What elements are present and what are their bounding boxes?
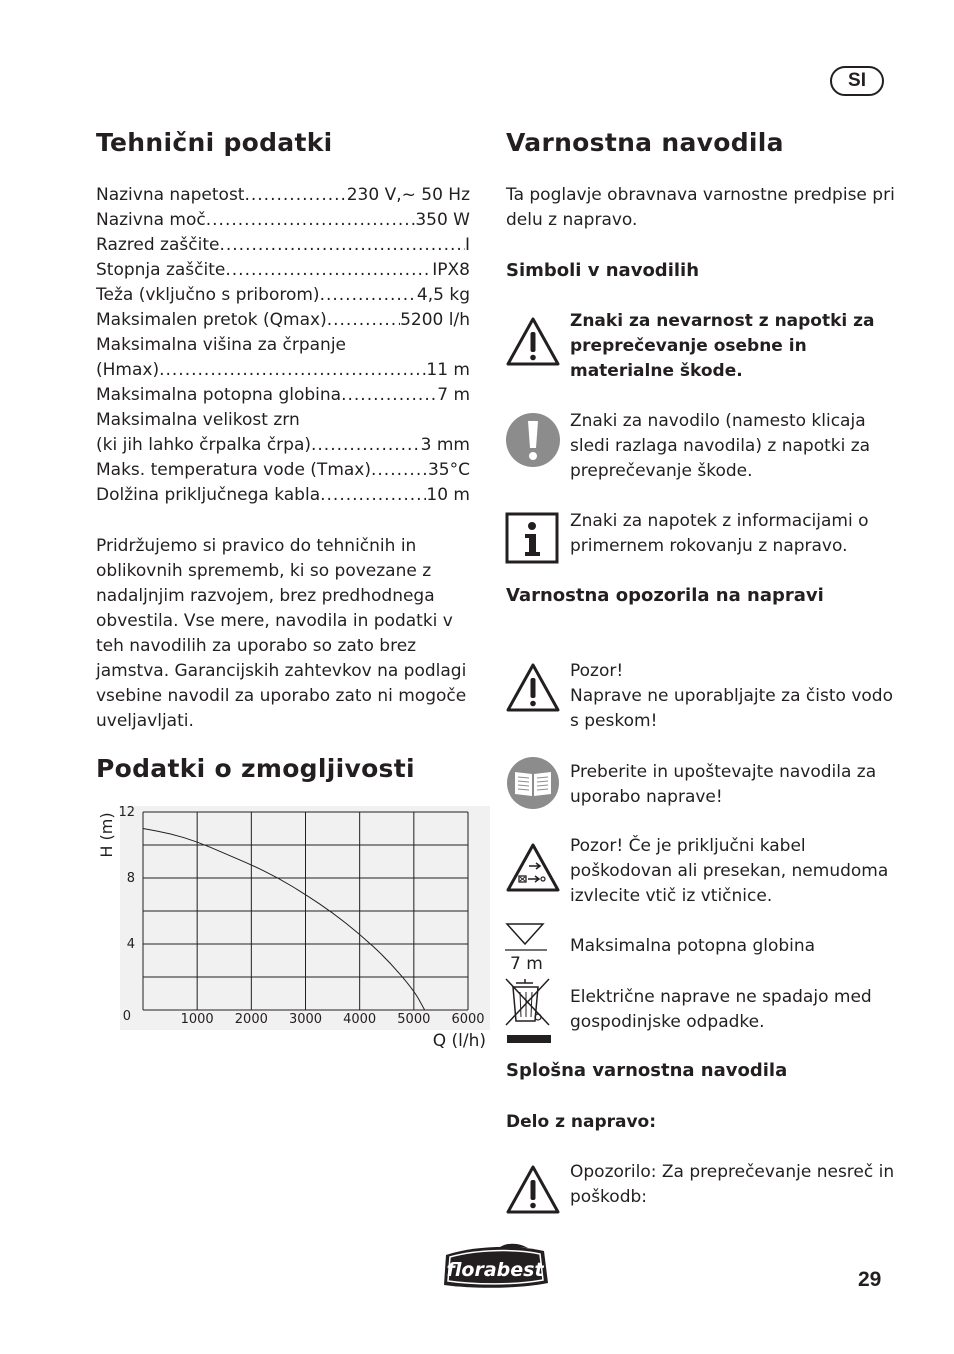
spec-row (96, 208, 470, 233)
tech-data-title: Tehnični podatki (96, 128, 333, 157)
spec-row (96, 308, 470, 333)
max-depth-icon (505, 920, 561, 972)
performance-title: Podatki o zmogljivosti (96, 754, 415, 783)
spec-leader-dots (327, 308, 400, 333)
weee-text: Električne naprave ne spadajo med gospodinjske odpadke. (570, 987, 872, 1032)
symbol-instruction-text: Znaki za navodilo (namesto klicaja sledi razlaga navodila) z napotki za preprečevanje škode. (570, 411, 871, 481)
spec-list (96, 183, 470, 508)
x-tick-label: 6000 (451, 1012, 485, 1027)
y-tick-label: 4 (126, 937, 135, 952)
spec-label: Stopnja zaščite (96, 260, 226, 280)
spec-value: IPX8 (432, 260, 470, 280)
read-manual-icon (505, 756, 561, 810)
spec-leader-dots (159, 358, 426, 383)
spec-row (96, 283, 470, 308)
symbol-info-text: Znaki za napotek z informacijami o primernem rokovanju z napravo. (570, 511, 869, 556)
safety-title: Varnostna navodila (506, 128, 784, 157)
spec-leader-dots (320, 283, 417, 308)
spec-row (96, 333, 470, 358)
work-subtitle: Delo z napravo: (506, 1112, 657, 1132)
spec-label: Maksimalna potopna globina (96, 385, 342, 405)
cable-damage-warning-icon (505, 842, 561, 894)
page-number: 29 (858, 1268, 882, 1291)
general-safety-subtitle: Splošna varnostna navodila (506, 1060, 788, 1081)
spec-row (96, 433, 470, 458)
chart-xlabel: Q (l/h) (432, 1031, 486, 1051)
max-depth-label: 7 m (510, 954, 543, 972)
spec-value: 230 V,~ 50 Hz (346, 185, 470, 205)
y-tick-label: 12 (118, 805, 135, 820)
warning-triangle-icon (505, 316, 561, 368)
spec-value: I (464, 235, 470, 255)
accident-warning-text: Opozorilo: Za preprečevanje nesreč in poškodb: (570, 1162, 895, 1207)
x-tick-label: 4000 (343, 1012, 377, 1027)
y-tick-label: 8 (126, 871, 135, 886)
spec-leader-dots (225, 258, 432, 283)
symbol-danger-text: Znaki za nevarnost z napotki za preprečevanje osebne in materialne škode. (570, 311, 875, 381)
spec-value: 3 mm (420, 435, 470, 455)
spec-label: Dolžina priključnega kabla (96, 485, 321, 505)
cable-damage-text: Pozor! Če je priključni kabel poškodovan ali presekan, nemudoma izvlecite vtič iz vtičnice. (570, 836, 889, 906)
spec-value: 11 m (426, 360, 470, 380)
warning-triangle-icon (505, 662, 561, 714)
florabest-logo (440, 1243, 552, 1291)
spec-row (96, 183, 470, 208)
info-icon (505, 510, 561, 566)
spec-label: Maksimalna velikost zrn (96, 410, 300, 430)
disclaimer-text: Pridržujemo si pravico do tehničnih in oblikovnih sprememb, ki so povezane z nadaljnjim razvojem, brez predhodnega obvestila. Vse mere, navodila in podatki v teh navodilih za uporabo so zato brez jamstva. Garancijskih zahtevkov na podlagi vsebine navodil za uporabo zato ni mogoče uveljavljati. (96, 536, 467, 731)
spec-row (96, 408, 470, 433)
x-tick-label: 2000 (234, 1012, 268, 1027)
spec-value: 5200 l/h (400, 310, 470, 330)
spec-row (96, 383, 470, 408)
spec-value: 350 W (415, 210, 470, 230)
spec-label: Maksimalen pretok (Qmax) (96, 310, 327, 330)
device-warnings-subtitle: Varnostna opozorila na napravi (506, 585, 824, 606)
spec-value: 4,5 kg (416, 285, 470, 305)
spec-row (96, 358, 470, 383)
warning-sand-water-text: Pozor! Naprave ne uporabljajte za čisto vodo s peskom! (570, 661, 893, 731)
x-tick-label: 1000 (180, 1012, 214, 1027)
brand-name: florabest (446, 1259, 544, 1281)
spec-label: Nazivna moč (96, 210, 206, 230)
spec-label: Nazivna napetost (96, 185, 245, 205)
chart-ylabel: H (m) (97, 812, 116, 858)
max-depth-text: Maksimalna potopna globina (570, 936, 816, 956)
performance-chart (90, 800, 490, 1056)
spec-label: Razred zaščite (96, 235, 220, 255)
spec-leader-dots (320, 483, 426, 508)
spec-value: 35°C (427, 460, 470, 480)
spec-row (96, 458, 470, 483)
spec-label: Maksimalna višina za črpanje (96, 335, 347, 355)
spec-label: (ki jih lahko črpalka črpa) (96, 435, 311, 455)
spec-leader-dots (206, 208, 416, 233)
spec-leader-dots (311, 433, 421, 458)
spec-leader-dots (244, 183, 346, 208)
spec-value: 10 m (426, 485, 470, 505)
spec-label: Teža (vključno s priborom) (96, 285, 320, 305)
spec-leader-dots (219, 233, 465, 258)
origin-tick-label: 0 (122, 1009, 131, 1024)
x-tick-label: 5000 (397, 1012, 431, 1027)
spec-leader-dots (341, 383, 437, 408)
spec-row (96, 483, 470, 508)
weee-bin-icon (505, 977, 561, 1049)
spec-label: (Hmax) (96, 360, 160, 380)
x-tick-label: 3000 (288, 1012, 323, 1027)
language-badge: SI (830, 66, 884, 96)
spec-row (96, 258, 470, 283)
spec-leader-dots (371, 458, 428, 483)
warning-triangle-icon (505, 1164, 561, 1216)
symbols-subtitle: Simboli v navodilih (506, 260, 700, 281)
read-manual-text: Preberite in upoštevajte navodila za uporabo naprave! (570, 762, 877, 807)
mandatory-exclamation-icon (505, 412, 561, 468)
safety-intro: Ta poglavje obravnava varnostne predpise pri delu z napravo. (506, 185, 895, 230)
spec-label: Maks. temperatura vode (Tmax) (96, 460, 371, 480)
spec-row (96, 233, 470, 258)
spec-value: 7 m (437, 385, 470, 405)
